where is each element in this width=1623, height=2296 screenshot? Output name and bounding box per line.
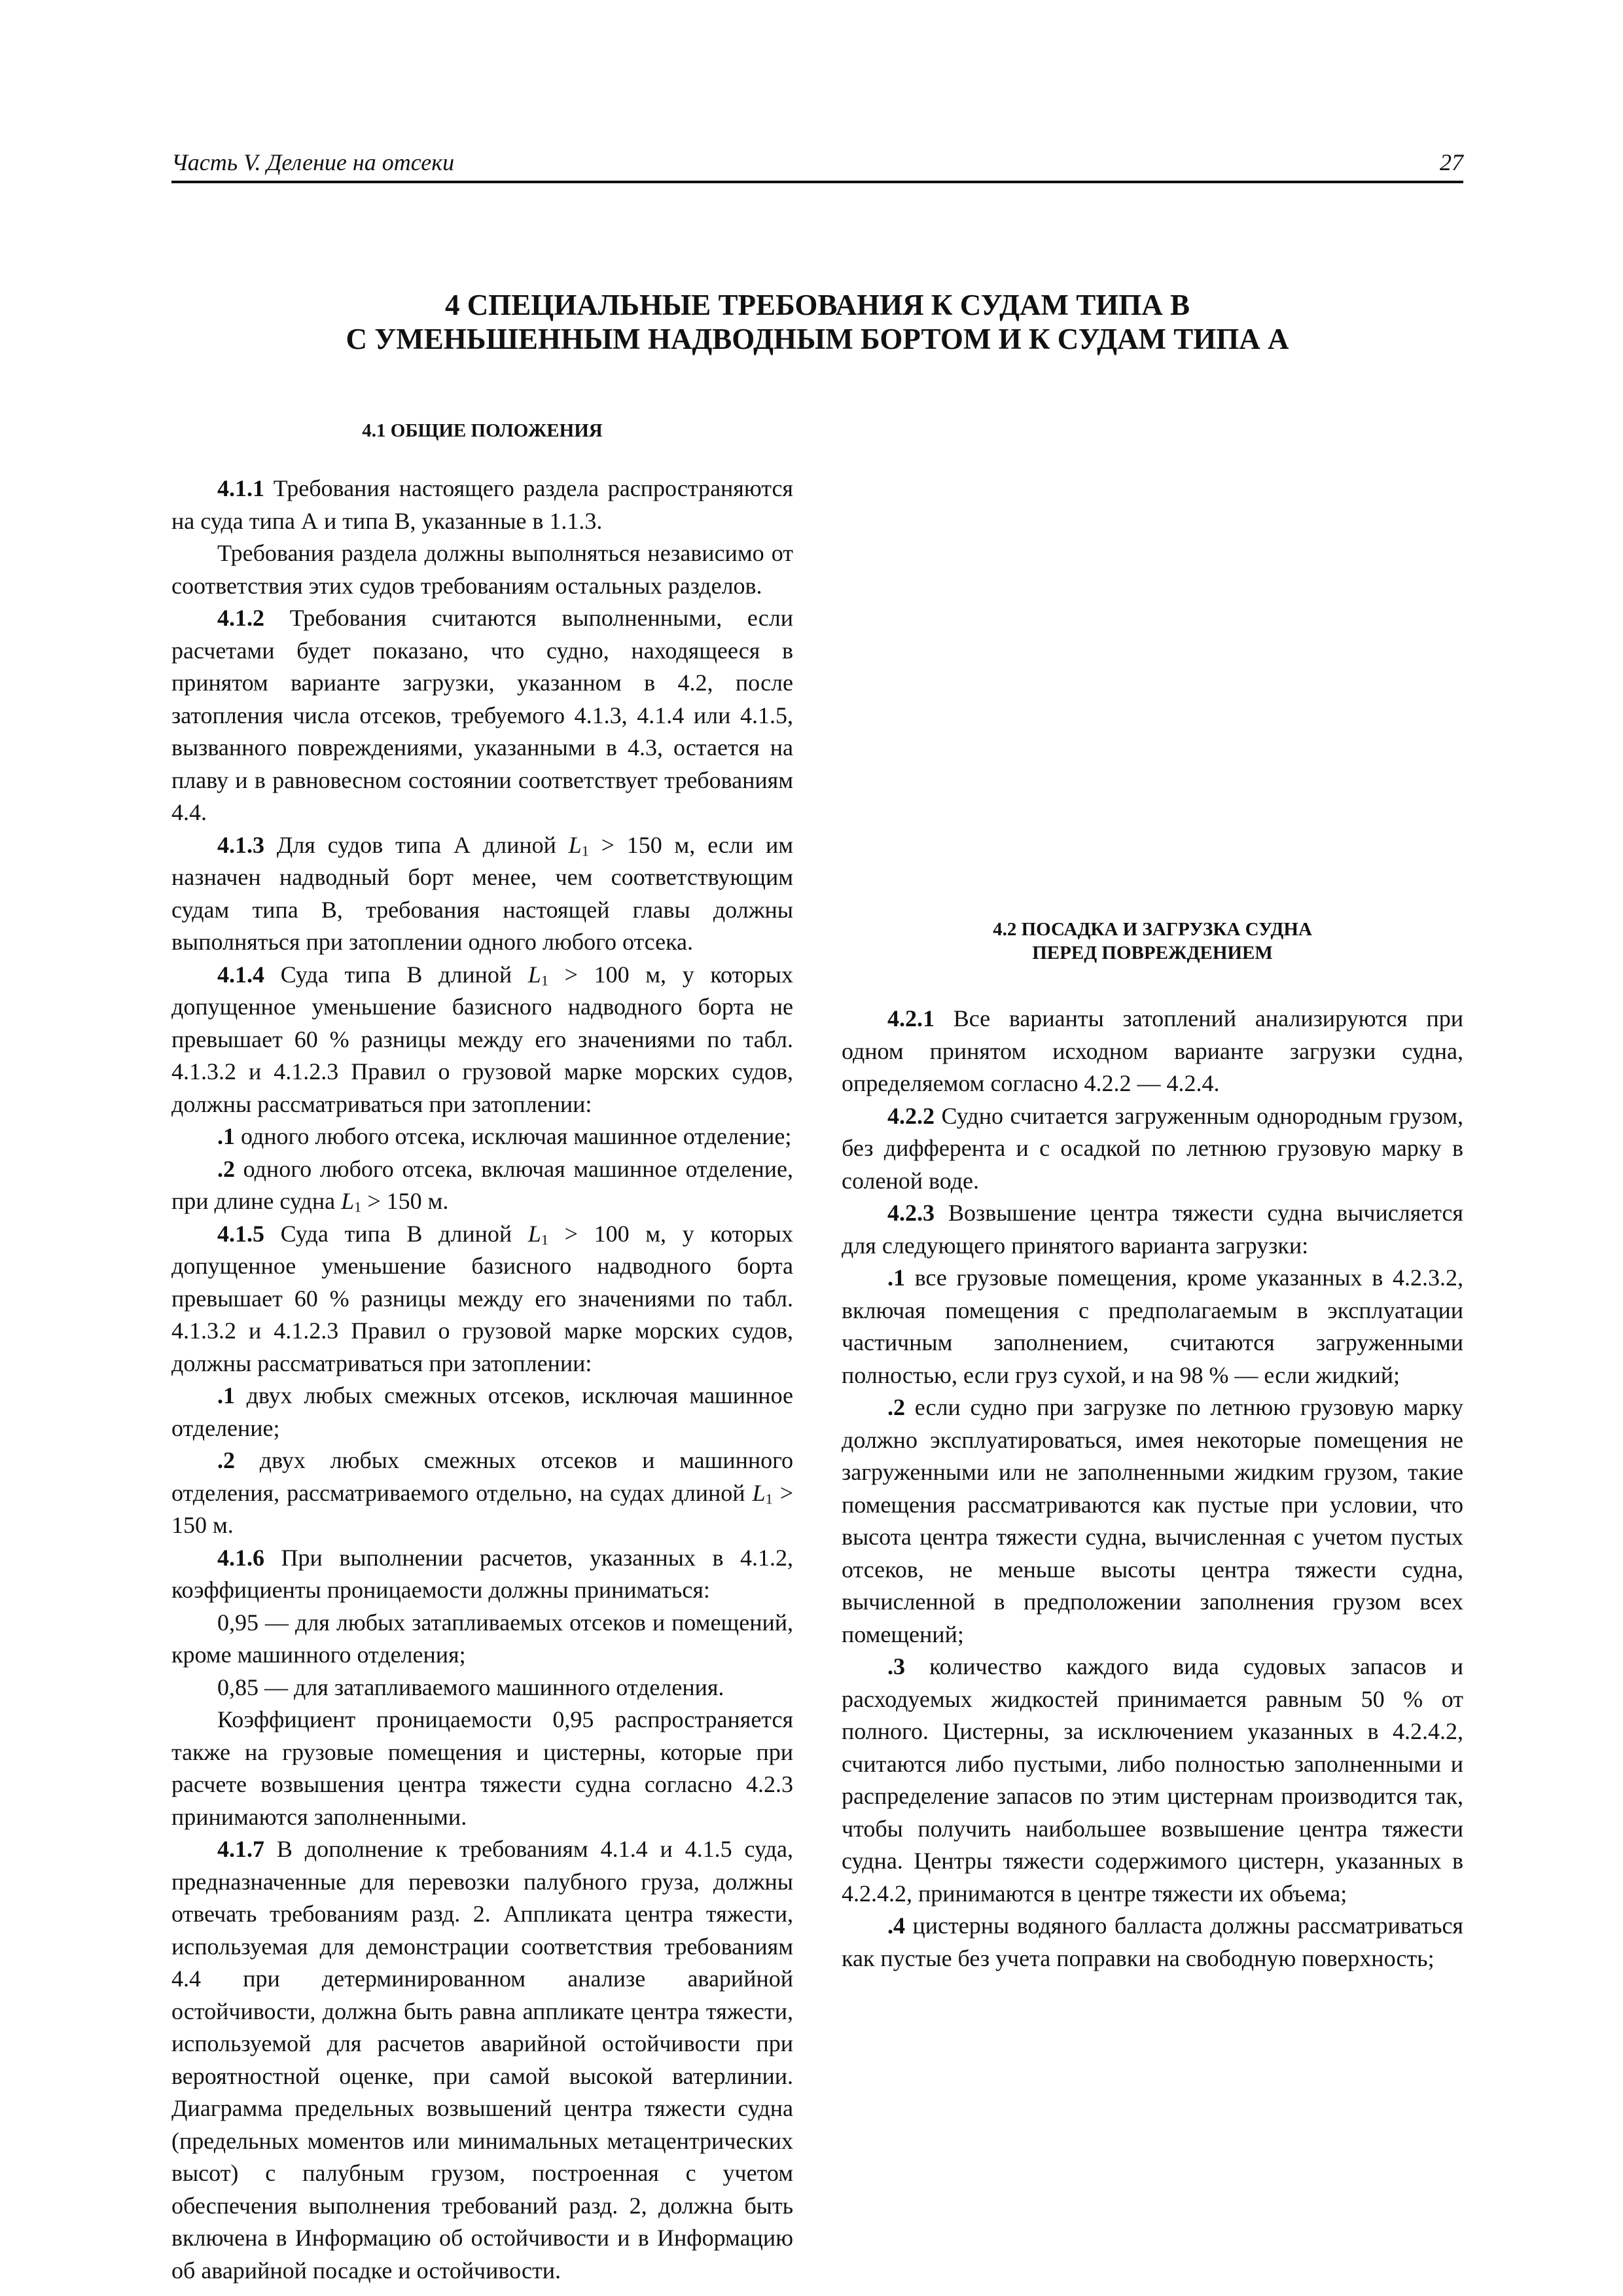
list-item-4-2-3-3 [842,1651,1463,1910]
list-item-4-2-3-1 [842,1262,1463,1391]
item-number: .1 [217,1123,235,1149]
section-4-2-title-line-2: ПЕРЕД ПОВРЕЖДЕНИЕМ [1032,942,1273,963]
left-column [171,419,793,2287]
item-number: .1 [217,1382,235,1408]
list-item-4-2-3-2 [842,1391,1463,1651]
paragraph-4-1-4 [171,959,793,1121]
paragraph-4-2-1 [842,1003,1463,1100]
clause-number: 4.1.4 [217,961,264,988]
chapter-title [171,288,1463,356]
length-symbol: $L_1$ [527,1220,548,1247]
clause-number: 4.1.2 [217,605,264,631]
paragraph-text: Суда типа В длиной [264,1220,528,1247]
item-number: .2 [217,1447,235,1473]
paragraph-text: Требования настоящего раздела распространяются на суда типа А и типа В, указанные в 1.1.3. [171,475,793,534]
page-number: 27 [1440,149,1463,175]
paragraph-text: Для судов типа А длиной [264,831,569,858]
paragraph-4-1-5 [171,1218,793,1380]
item-text: если судно при загрузке по летнюю грузовую марку должно эксплуатироваться, имея некоторые помещения не загруженными или не заполненными жидким грузом, такие помещения рассматриваются как пустые при условии, что высота центра тяжести судна, вычисленная с учетом пустых отсеков, не меньше высоты центра тяжести судна, вычисленной в предположении заполнения грузом всех помещений; [842,1394,1463,1647]
paragraph-text: > 150 м, если им назначен надводный борт менее, чем соответствующим судам типа В, требования настоящей главы должны выполняться при затоплении одного любого отсека. [171,831,794,955]
item-number: .3 [887,1653,905,1679]
item-text: цистерны водяного балласта должны рассматриваться как пустые без учета поправки на свободную поверхность; [842,1912,1463,1971]
length-symbol: $L_1$ [527,961,548,988]
paragraph-text: Судно считается загруженным однородным грузом, без дифферента и с осадкой по летнюю грузовую марку в соленой воде. [842,1102,1463,1194]
list-item-4-2-3-4 [842,1910,1463,1975]
clause-number: 4.1.5 [217,1220,264,1247]
item-text: > 150 м. [361,1188,449,1214]
clause-number: 4.1.3 [217,831,264,858]
list-item-4-1-4-1 [171,1121,793,1153]
paragraph-text: Требования считаются выполненными, если расчетами будет показано, что судно, находящееся в принятом варианте загрузки, указанном в 4.2, после затопления числа отсеков, требуемого 4.1.3, 4.1.4 или 4.1.5, вызванного повреждениями, указанными в 4.3, остается на плаву и в равновесном состоянии соответствует требованиям 4.4. [171,605,793,825]
list-item-4-1-5-2 [171,1444,793,1542]
item-text: двух любых смежных отсеков, исключая машинное отделение; [171,1382,793,1441]
item-number: .1 [887,1265,905,1291]
section-4-2-title-line-1: 4.2 ПОСАДКА И ЗАГРУЗКА СУДНА [993,919,1312,940]
header-rule [171,181,1463,183]
paragraph-4-1-1-continued: Требования раздела должны выполняться независимо от соответствия этих судов требованиям остальных разделов. [171,540,793,599]
item-text: двух любых смежных отсеков и машинного отделения, рассматриваемого отдельно, на судах длиной [171,1447,793,1506]
section-4-1-title: 4.1 ОБЩИЕ ПОЛОЖЕНИЯ [362,420,603,441]
paragraph-4-1-2 [171,602,793,829]
item-text: > 150 м. [171,1479,793,1538]
chapter-title-line-2: С УМЕНЬШЕННЫМ НАДВОДНЫМ БОРТОМ И К СУДАМ ТИПА А [346,323,1289,355]
paragraph-4-1-1 [171,473,793,537]
item-text: одного любого отсека, включая машинное отделение, при длине судна [171,1155,793,1214]
permeability-item-1: 0,95 — для любых затапливаемых отсеков и помещений, кроме машинного отделения; [171,1609,793,1668]
paragraph-text: Суда типа В длиной [264,961,528,988]
paragraph-4-1-3 [171,829,793,959]
section-4-2-title [842,918,1463,965]
clause-number: 4.2.2 [887,1102,935,1129]
list-item-4-1-4-2 [171,1153,793,1218]
clause-number: 4.2.3 [887,1200,935,1226]
clause-number: 4.2.1 [887,1005,935,1031]
length-symbol: $L_1$ [568,831,589,859]
right-column [842,419,1463,1975]
length-symbol: $L_1$ [752,1479,773,1507]
paragraph-4-1-7 [171,1833,793,2287]
list-item-4-1-5-1 [171,1380,793,1444]
permeability-item-2: 0,85 — для затапливаемого машинного отделения. [217,1674,724,1700]
paragraph-4-2-2 [842,1100,1463,1198]
item-text: все грузовые помещения, кроме указанных в 4.2.3.2, включая помещения с предполагаемым в эксплуатации частичным заполнением, считаются загруженными полностью, если груз сухой, и на 98 % — если жидкий; [842,1265,1463,1388]
item-text: количество каждого вида судовых запасов и расходуемых жидкостей принимается равным 50 % от полного. Цистерны, за исключением указанных в 4.2.4.2, считаются либо пустыми, либо полностью заполненными и распределение запасов по этим цистернам производится так, чтобы получить наибольшее возвышение центра тяжести судна. Центры тяжести содержимого цистерн, указанных в 4.2.4.2, принимаются в центре тяжести их объема; [842,1653,1463,1907]
item-text: одного любого отсека, исключая машинное отделение; [235,1123,792,1149]
clause-number: 4.1.6 [217,1544,264,1571]
item-number: .2 [217,1155,235,1182]
paragraph-text: > 100 м, у которых допущенное уменьшение базисного надводного борта не превышает 60 % разницы между его значениями по табл. 4.1.3.2 и 4.1.2.3 Правил о грузовой марке морских судов, должны рассматриваться при затоплении: [171,961,793,1117]
clause-number: 4.1.7 [217,1836,264,1862]
paragraph-4-1-6 [171,1542,793,1607]
chapter-title-line-1: 4 СПЕЦИАЛЬНЫЕ ТРЕБОВАНИЯ К СУДАМ ТИПА В [444,289,1190,321]
clause-number: 4.1.1 [217,475,264,501]
length-symbol: $L_1$ [341,1188,362,1215]
paragraph-text: В дополнение к требованиям 4.1.4 и 4.1.5 суда, предназначенные для перевозки палубного груза, должны отвечать требованиям разд. 2. Аппликата центра тяжести, используемая для демонстрации соответствия требованиям 4.4 при детерминированном анализе аварийной остойчивости, должна быть равна аппликате центра тяжести, используемой для расчетов аварийной остойчивости при вероятностной оценке, при самой высокой ватерлинии. Диаграмма предельных возвышений центра тяжести судна (предельных моментов или минимальных метацентрических высот) с палубным грузом, построенная с учетом обеспечения выполнения требований разд. 2, должна быть включена в Информацию об остойчивости и в Информацию об аварийной посадке и остойчивости. [171,1836,793,2284]
running-title: Часть V. Деление на отсеки [171,149,455,175]
paragraph-4-2-3 [842,1197,1463,1262]
paragraph-text: Возвышение центра тяжести судна вычисляется для следующего принятого варианта загрузки: [842,1200,1463,1259]
paragraph-text: При выполнении расчетов, указанных в 4.1.2, коэффициенты проницаемости должны приниматься: [171,1544,793,1603]
item-number: .4 [887,1912,905,1939]
paragraph-4-1-6-continued: Коэффициент проницаемости 0,95 распространяется также на грузовые помещения и цистерны, которые при расчете возвышения центра тяжести судна согласно 4.2.3 принимаются заполненными. [171,1706,793,1830]
paragraph-text: Все варианты затоплений анализируются при одном принятом исходном варианте загрузки судна, определяемом согласно 4.2.2 — 4.2.4. [842,1005,1463,1096]
paragraph-text: > 100 м, у которых допущенное уменьшение базисного надводного борта превышает 60 % разницы между его значениями по табл. 4.1.3.2 и 4.1.2.3 Правил о грузовой марке морских судов, должны рассматриваться при затоплении: [171,1220,793,1376]
item-number: .2 [887,1394,905,1420]
running-header [171,145,1463,179]
